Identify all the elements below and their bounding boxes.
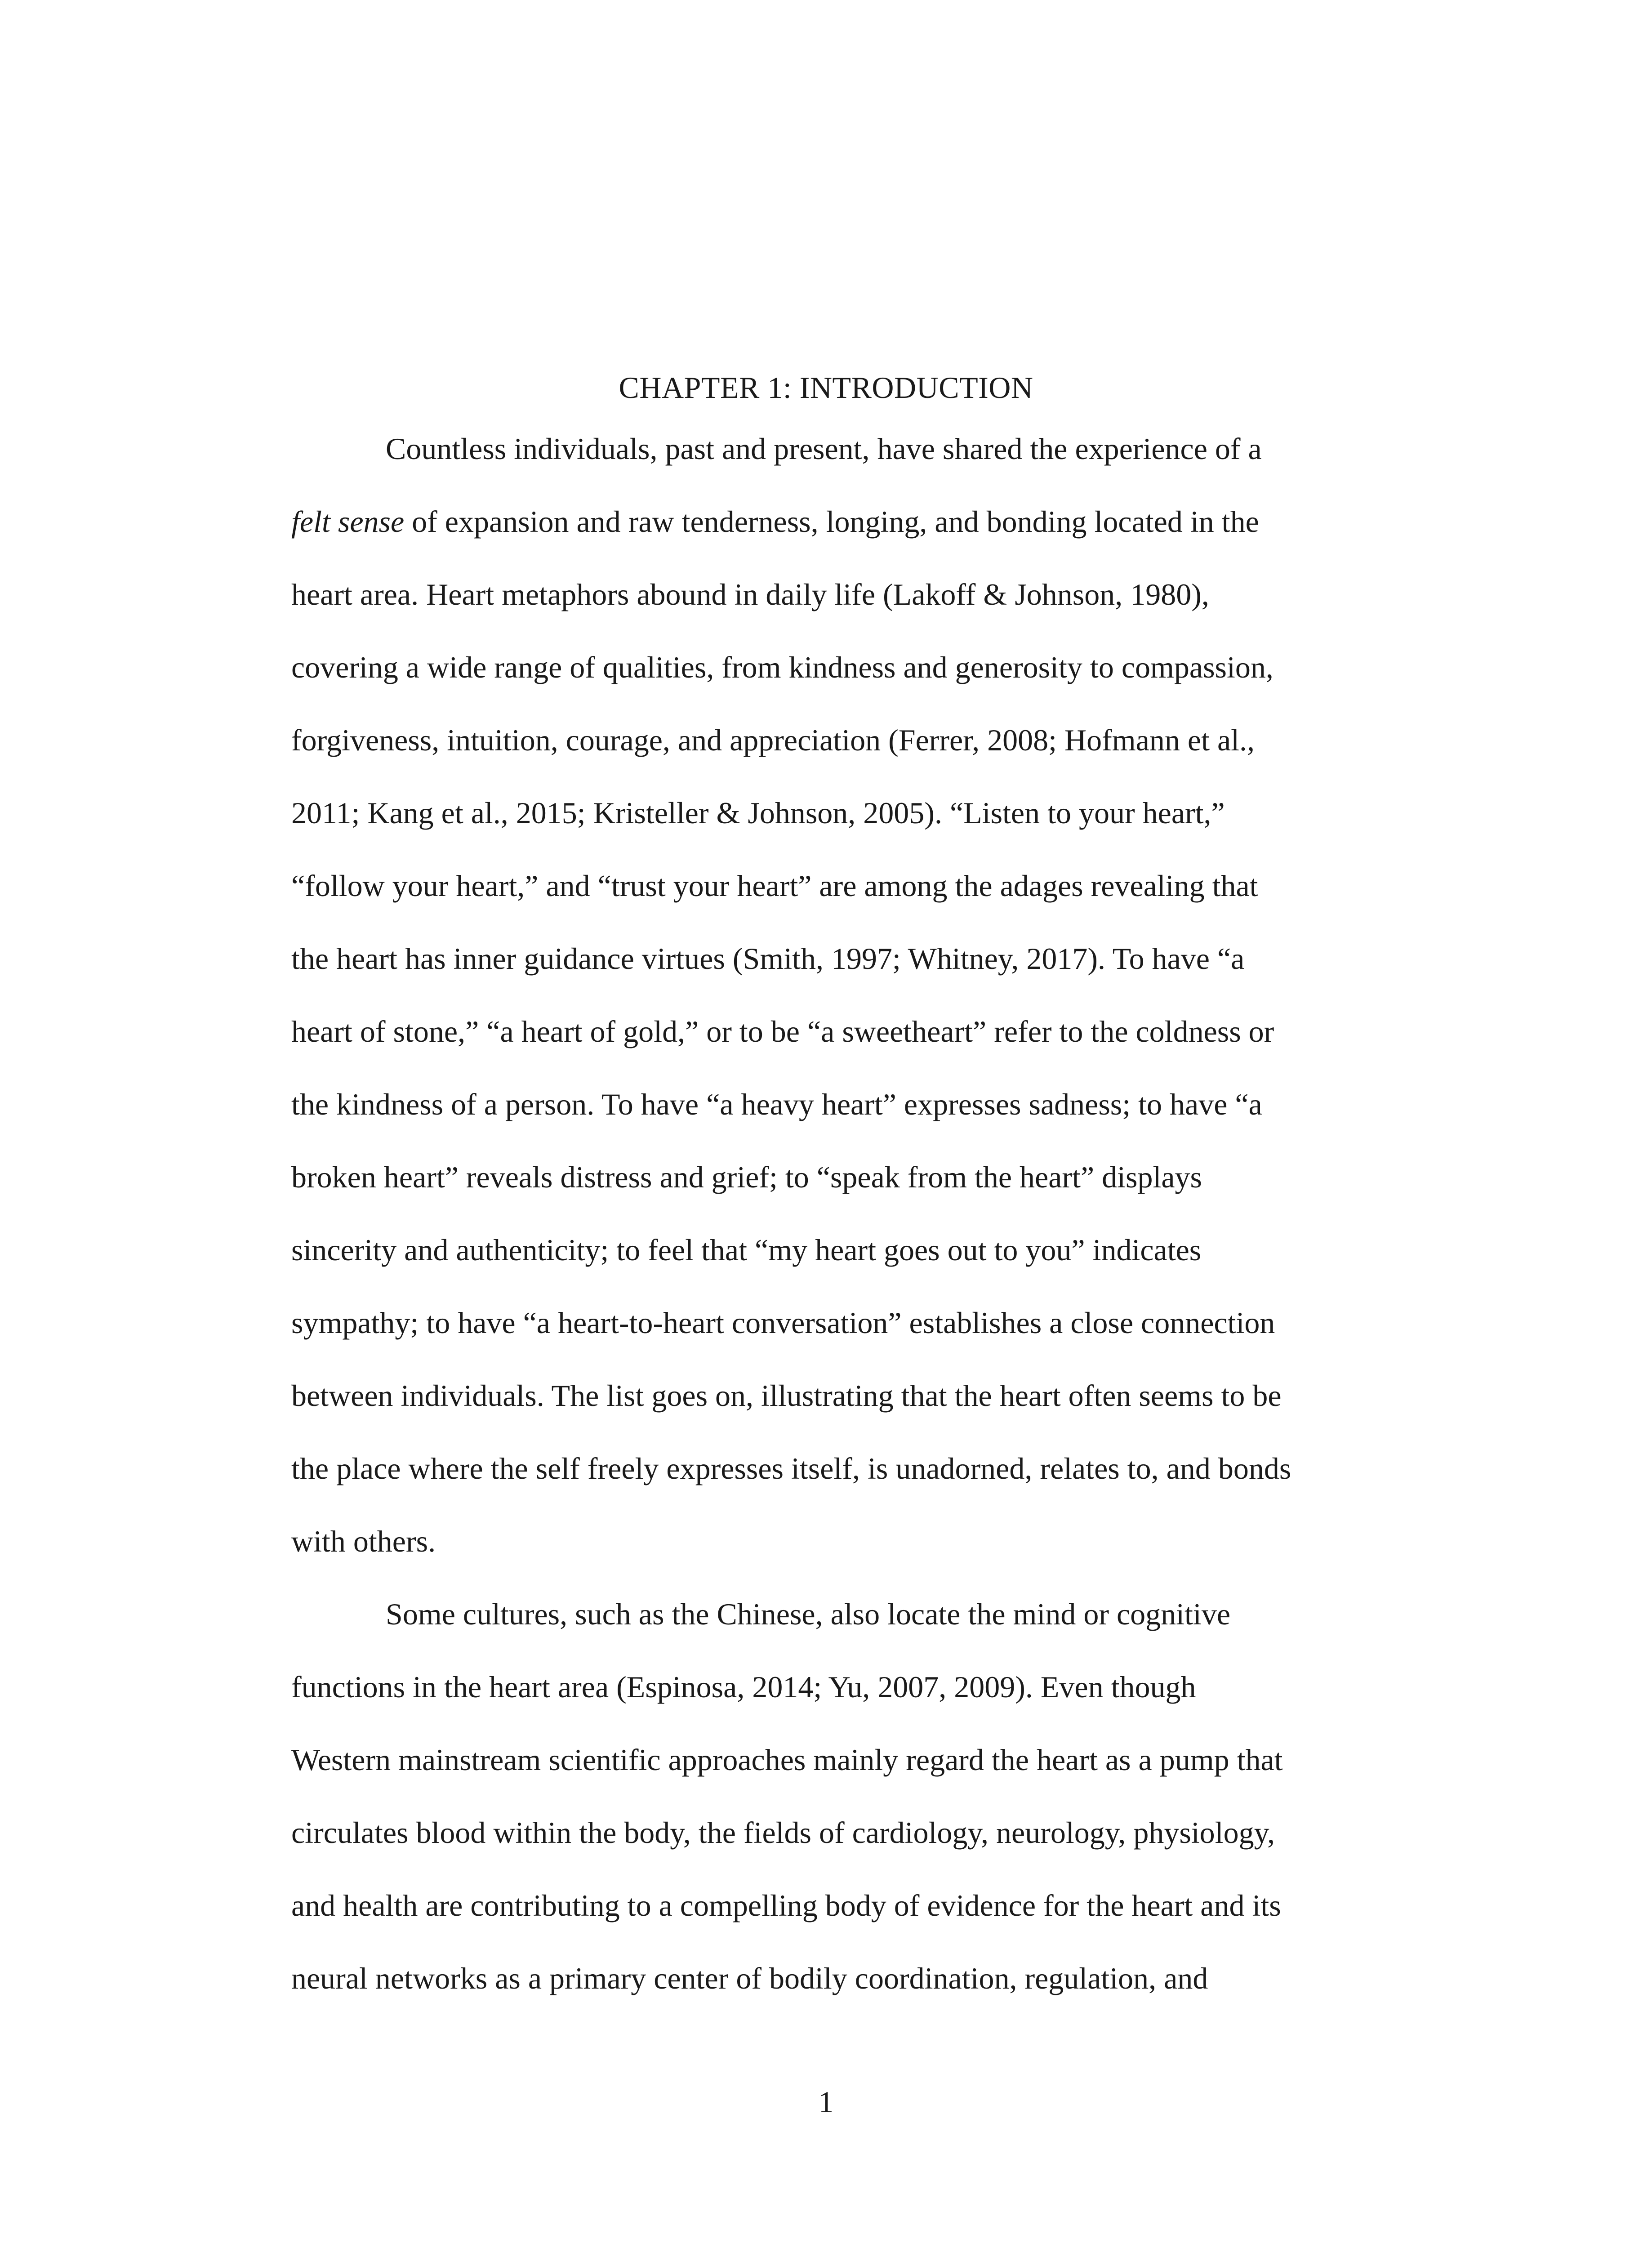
paragraph-line: “follow your heart,” and “trust your heart” are among the adages revealing that — [291, 869, 1258, 903]
paragraph-line: sincerity and authenticity; to feel that “my heart goes out to you” indicates — [291, 1233, 1202, 1267]
paragraph-line: the heart has inner guidance virtues (Smith, 1997; Whitney, 2017). To have “a — [291, 941, 1245, 976]
italic-term: felt sense — [291, 504, 405, 539]
chapter-title: CHAPTER 1: INTRODUCTION — [619, 370, 1033, 405]
paragraph-line: heart of stone,” “a heart of gold,” or to be “a sweetheart” refer to the coldness or — [291, 1014, 1274, 1048]
paragraph-line: broken heart” reveals distress and grief; to “speak from the heart” displays — [291, 1160, 1202, 1194]
paragraph-line: 2011; Kang et al., 2015; Kristeller & Johnson, 2005). “Listen to your heart,” — [291, 796, 1225, 830]
paragraph-line: Countless individuals, past and present, have shared the experience of a — [386, 432, 1262, 466]
paragraph-line: functions in the heart area (Espinosa, 2014; Yu, 2007, 2009). Even though — [291, 1670, 1196, 1704]
paragraph-line: sympathy; to have “a heart-to-heart conversation” establishes a close connection — [291, 1306, 1275, 1340]
paragraph-line: Western mainstream scientific approaches mainly regard the heart as a pump that — [291, 1743, 1283, 1777]
paragraph-line: and health are contributing to a compelling body of evidence for the heart and its — [291, 1888, 1281, 1922]
paragraph-line: with others. — [291, 1524, 436, 1558]
paragraph-line: circulates blood within the body, the fields of cardiology, neurology, physiology, — [291, 1815, 1275, 1850]
page-number: 1 — [818, 2085, 834, 2119]
paragraph-line — [291, 499, 1352, 544]
paragraph-line-text: of expansion and raw tenderness, longing, and bonding located in the — [404, 504, 1259, 539]
paragraph-line: Some cultures, such as the Chinese, also locate the mind or cognitive — [386, 1597, 1230, 1631]
paragraph-line: the kindness of a person. To have “a heavy heart” expresses sadness; to have “a — [291, 1087, 1262, 1121]
paragraph-line: the place where the self freely expresses itself, is unadorned, relates to, and bonds — [291, 1451, 1291, 1485]
paragraph-line: covering a wide range of qualities, from kindness and generosity to compassion, — [291, 650, 1274, 684]
paragraph-line: neural networks as a primary center of bodily coordination, regulation, and — [291, 1961, 1208, 1995]
paragraph-line: heart area. Heart metaphors abound in daily life (Lakoff & Johnson, 1980), — [291, 577, 1209, 611]
paragraph-line: forgiveness, intuition, courage, and appreciation (Ferrer, 2008; Hofmann et al., — [291, 723, 1255, 757]
paragraph-line: between individuals. The list goes on, illustrating that the heart often seems to be — [291, 1378, 1282, 1413]
